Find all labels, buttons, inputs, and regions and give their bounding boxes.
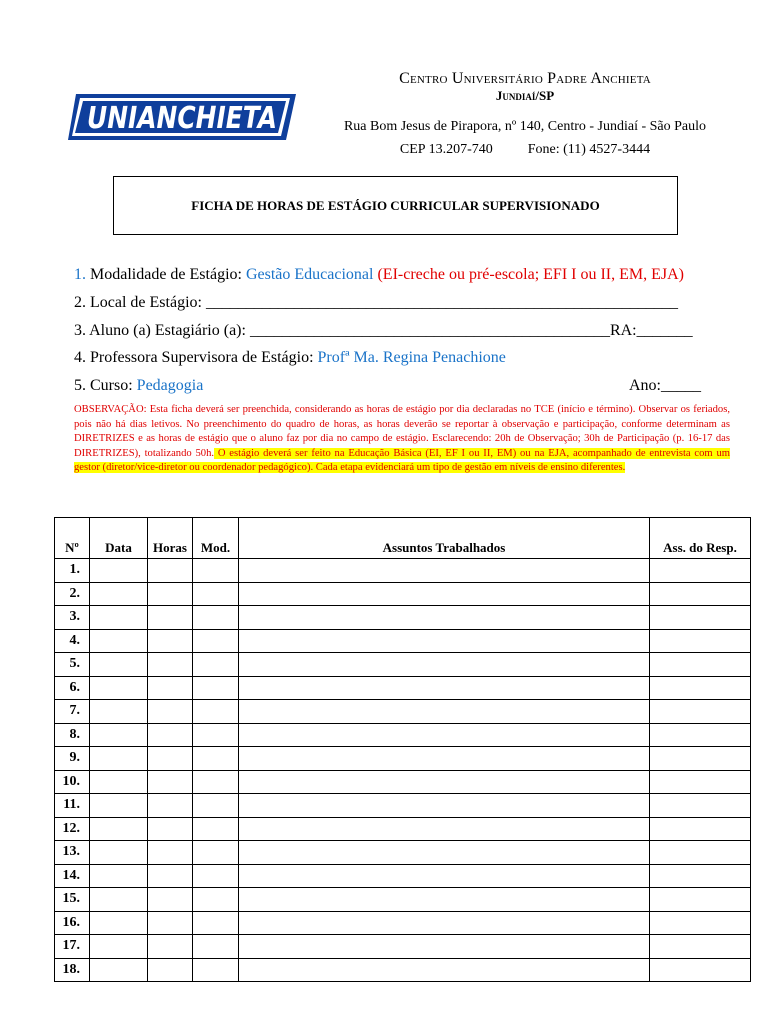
row-number: 4. [55, 629, 90, 653]
field-extra: (EI-creche ou pré-escola; EFI I ou II, EM, EJA) [373, 266, 685, 283]
cell-date[interactable] [90, 911, 148, 935]
observation-note [74, 403, 730, 476]
cell-mod[interactable] [193, 676, 239, 700]
cell-signature[interactable] [650, 723, 751, 747]
cell-subjects[interactable] [239, 676, 650, 700]
row-number: 6. [55, 676, 90, 700]
cell-mod[interactable] [193, 864, 239, 888]
cell-date[interactable] [90, 582, 148, 606]
cell-date[interactable] [90, 841, 148, 865]
row-number: 9. [55, 747, 90, 771]
cell-hours[interactable] [148, 629, 193, 653]
cell-hours[interactable] [148, 606, 193, 630]
row-number: 10. [55, 770, 90, 794]
row-number: 12. [55, 817, 90, 841]
cell-hours[interactable] [148, 747, 193, 771]
table-row [55, 676, 751, 700]
row-number: 5. [55, 653, 90, 677]
cell-subjects[interactable] [239, 629, 650, 653]
cell-date[interactable] [90, 653, 148, 677]
cell-subjects[interactable] [239, 935, 650, 959]
col-header-mod: Mod. [193, 518, 239, 559]
col-header-hours: Horas [148, 518, 193, 559]
table-row [55, 888, 751, 912]
field-label: 4. Professora Supervisora de Estágio: [74, 349, 318, 366]
cell-date[interactable] [90, 888, 148, 912]
cell-date[interactable] [90, 723, 148, 747]
cell-subjects[interactable] [239, 700, 650, 724]
cell-subjects[interactable] [239, 817, 650, 841]
cell-mod[interactable] [193, 723, 239, 747]
row-number: 8. [55, 723, 90, 747]
table-row [55, 653, 751, 677]
table-row [55, 582, 751, 606]
table-row [55, 700, 751, 724]
cell-signature[interactable] [650, 935, 751, 959]
field-professora [74, 349, 506, 367]
table-row [55, 864, 751, 888]
cell-subjects[interactable] [239, 770, 650, 794]
table-row [55, 559, 751, 583]
cell-date[interactable] [90, 770, 148, 794]
field-ano[interactable]: Ano:_____ [629, 377, 701, 394]
cell-signature[interactable] [650, 888, 751, 912]
cell-hours[interactable] [148, 794, 193, 818]
row-number: 7. [55, 700, 90, 724]
cell-mod[interactable] [193, 629, 239, 653]
cell-hours[interactable] [148, 864, 193, 888]
cell-subjects[interactable] [239, 582, 650, 606]
cell-mod[interactable] [193, 700, 239, 724]
field-local[interactable]: 2. Local de Estágio: ___________________________________________________________ [74, 294, 678, 311]
cell-subjects[interactable] [239, 559, 650, 583]
cell-date[interactable] [90, 817, 148, 841]
cell-subjects[interactable] [239, 841, 650, 865]
institution-address: Rua Bom Jesus de Pirapora, nº 140, Centro - Jundiaí - São Paulo [343, 119, 707, 134]
table-row [55, 817, 751, 841]
cell-hours[interactable] [148, 653, 193, 677]
cell-hours[interactable] [148, 911, 193, 935]
field-label: Modalidade de Estágio: [86, 266, 246, 283]
field-modalidade [74, 266, 684, 284]
row-number: 16. [55, 911, 90, 935]
cell-signature[interactable] [650, 911, 751, 935]
cell-signature[interactable] [650, 653, 751, 677]
cell-signature[interactable] [650, 582, 751, 606]
phone: Fone: (11) 4527-3444 [527, 142, 651, 157]
table-header-row [55, 518, 751, 559]
institution-city: Jundiaí/SP [495, 88, 555, 103]
cell-hours[interactable] [148, 582, 193, 606]
cell-mod[interactable] [193, 888, 239, 912]
cell-hours[interactable] [148, 700, 193, 724]
cell-date[interactable] [90, 864, 148, 888]
cell-signature[interactable] [650, 606, 751, 630]
table-row [55, 794, 751, 818]
table-row [55, 606, 751, 630]
cell-signature[interactable] [650, 794, 751, 818]
cell-mod[interactable] [193, 747, 239, 771]
cell-hours[interactable] [148, 841, 193, 865]
cell-mod[interactable] [193, 606, 239, 630]
cell-mod[interactable] [193, 817, 239, 841]
row-number: 11. [55, 794, 90, 818]
cell-signature[interactable] [650, 841, 751, 865]
cell-date[interactable] [90, 935, 148, 959]
cell-subjects[interactable] [239, 888, 650, 912]
field-value: Pedagogia [136, 377, 204, 394]
cell-signature[interactable] [650, 958, 751, 982]
cell-signature[interactable] [650, 817, 751, 841]
cell-subjects[interactable] [239, 794, 650, 818]
hours-table [54, 517, 751, 982]
cell-date[interactable] [90, 629, 148, 653]
cell-hours[interactable] [148, 935, 193, 959]
cell-hours[interactable] [148, 958, 193, 982]
cep: CEP 13.207-740 [399, 142, 493, 157]
cell-subjects[interactable] [239, 747, 650, 771]
cell-mod[interactable] [193, 559, 239, 583]
table-row [55, 770, 751, 794]
cell-date[interactable] [90, 559, 148, 583]
cell-mod[interactable] [193, 770, 239, 794]
cell-signature[interactable] [650, 629, 751, 653]
logo-text: UNIANCHIETA [87, 101, 277, 136]
col-header-subjects: Assuntos Trabalhados [239, 518, 650, 559]
cell-subjects[interactable] [239, 864, 650, 888]
observation-text: OBSERVAÇÃO: Esta ficha deverá ser preenchida, considerando as horas de estágio por dia declaradas no TCE (início e término). Observar os feriados, pois não há dias letivos. No preenchimento do quadro de horas, as horas deverão se reportar à observação e participação, conforme determinam as DIRETRIZES e as horas de estágio que o aluno faz por dia no campo de estágio. Esclarecendo: 20h de Observação; 30h de Participação (p. 16-17 das DIRETRIZES), totalizando 50h. [74, 404, 730, 459]
row-number: 14. [55, 864, 90, 888]
row-number: 15. [55, 888, 90, 912]
cell-date[interactable] [90, 747, 148, 771]
table-row [55, 911, 751, 935]
row-number: 13. [55, 841, 90, 865]
row-number: 17. [55, 935, 90, 959]
cell-hours[interactable] [148, 770, 193, 794]
row-number: 18. [55, 958, 90, 982]
row-number: 1. [55, 559, 90, 583]
cell-subjects[interactable] [239, 653, 650, 677]
cell-signature[interactable] [650, 747, 751, 771]
cell-date[interactable] [90, 700, 148, 724]
cell-signature[interactable] [650, 700, 751, 724]
unianchieta-logo [66, 92, 298, 142]
table-row [55, 958, 751, 982]
cell-mod[interactable] [193, 911, 239, 935]
cell-subjects[interactable] [239, 723, 650, 747]
field-value: Gestão Educacional [245, 266, 374, 283]
observation-highlight: O estágio deverá ser feito na Educação Básica (EI, EF I ou II, EM) ou na EJA, acompanhado de entrevista com um gestor (diretor/vice-diretor ou coordenador pedagógico). Cada etapa evidenciará um tipo de gestão em níveis de ensino diferentes. [74, 447, 731, 473]
cell-mod[interactable] [193, 582, 239, 606]
row-number: 2. [55, 582, 90, 606]
table-row [55, 723, 751, 747]
col-header-signature: Ass. do Resp. [650, 518, 751, 559]
cell-mod[interactable] [193, 935, 239, 959]
cell-date[interactable] [90, 958, 148, 982]
cell-subjects[interactable] [239, 606, 650, 630]
field-label: 5. Curso: [74, 377, 137, 394]
cell-signature[interactable] [650, 864, 751, 888]
cell-subjects[interactable] [239, 911, 650, 935]
cell-hours[interactable] [148, 817, 193, 841]
col-header-date: Data [90, 518, 148, 559]
cell-mod[interactable] [193, 653, 239, 677]
cell-date[interactable] [90, 606, 148, 630]
field-aluno[interactable]: 3. Aluno (a) Estagiário (a): _____________________________________________RA:_______ [74, 322, 693, 339]
cell-signature[interactable] [650, 676, 751, 700]
table-row [55, 935, 751, 959]
cell-hours[interactable] [148, 559, 193, 583]
cell-mod[interactable] [193, 958, 239, 982]
cell-hours[interactable] [148, 723, 193, 747]
cell-hours[interactable] [148, 676, 193, 700]
institution-contact [330, 142, 720, 158]
table-row [55, 629, 751, 653]
table-row [55, 747, 751, 771]
cell-mod[interactable] [193, 841, 239, 865]
table-row [55, 841, 751, 865]
cell-date[interactable] [90, 794, 148, 818]
col-header-num: Nº [55, 518, 90, 559]
row-number: 3. [55, 606, 90, 630]
form-title: FICHA DE HORAS DE ESTÁGIO CURRICULAR SUPERVISIONADO [113, 176, 678, 235]
cell-signature[interactable] [650, 770, 751, 794]
field-number: 1. [74, 266, 86, 283]
cell-signature[interactable] [650, 559, 751, 583]
cell-subjects[interactable] [239, 958, 650, 982]
cell-date[interactable] [90, 676, 148, 700]
institution-name: Centro Universitário Padre Anchieta [399, 70, 651, 87]
field-value: Profª Ma. Regina Penachione [317, 349, 506, 366]
field-curso [74, 377, 203, 395]
cell-hours[interactable] [148, 888, 193, 912]
cell-mod[interactable] [193, 794, 239, 818]
